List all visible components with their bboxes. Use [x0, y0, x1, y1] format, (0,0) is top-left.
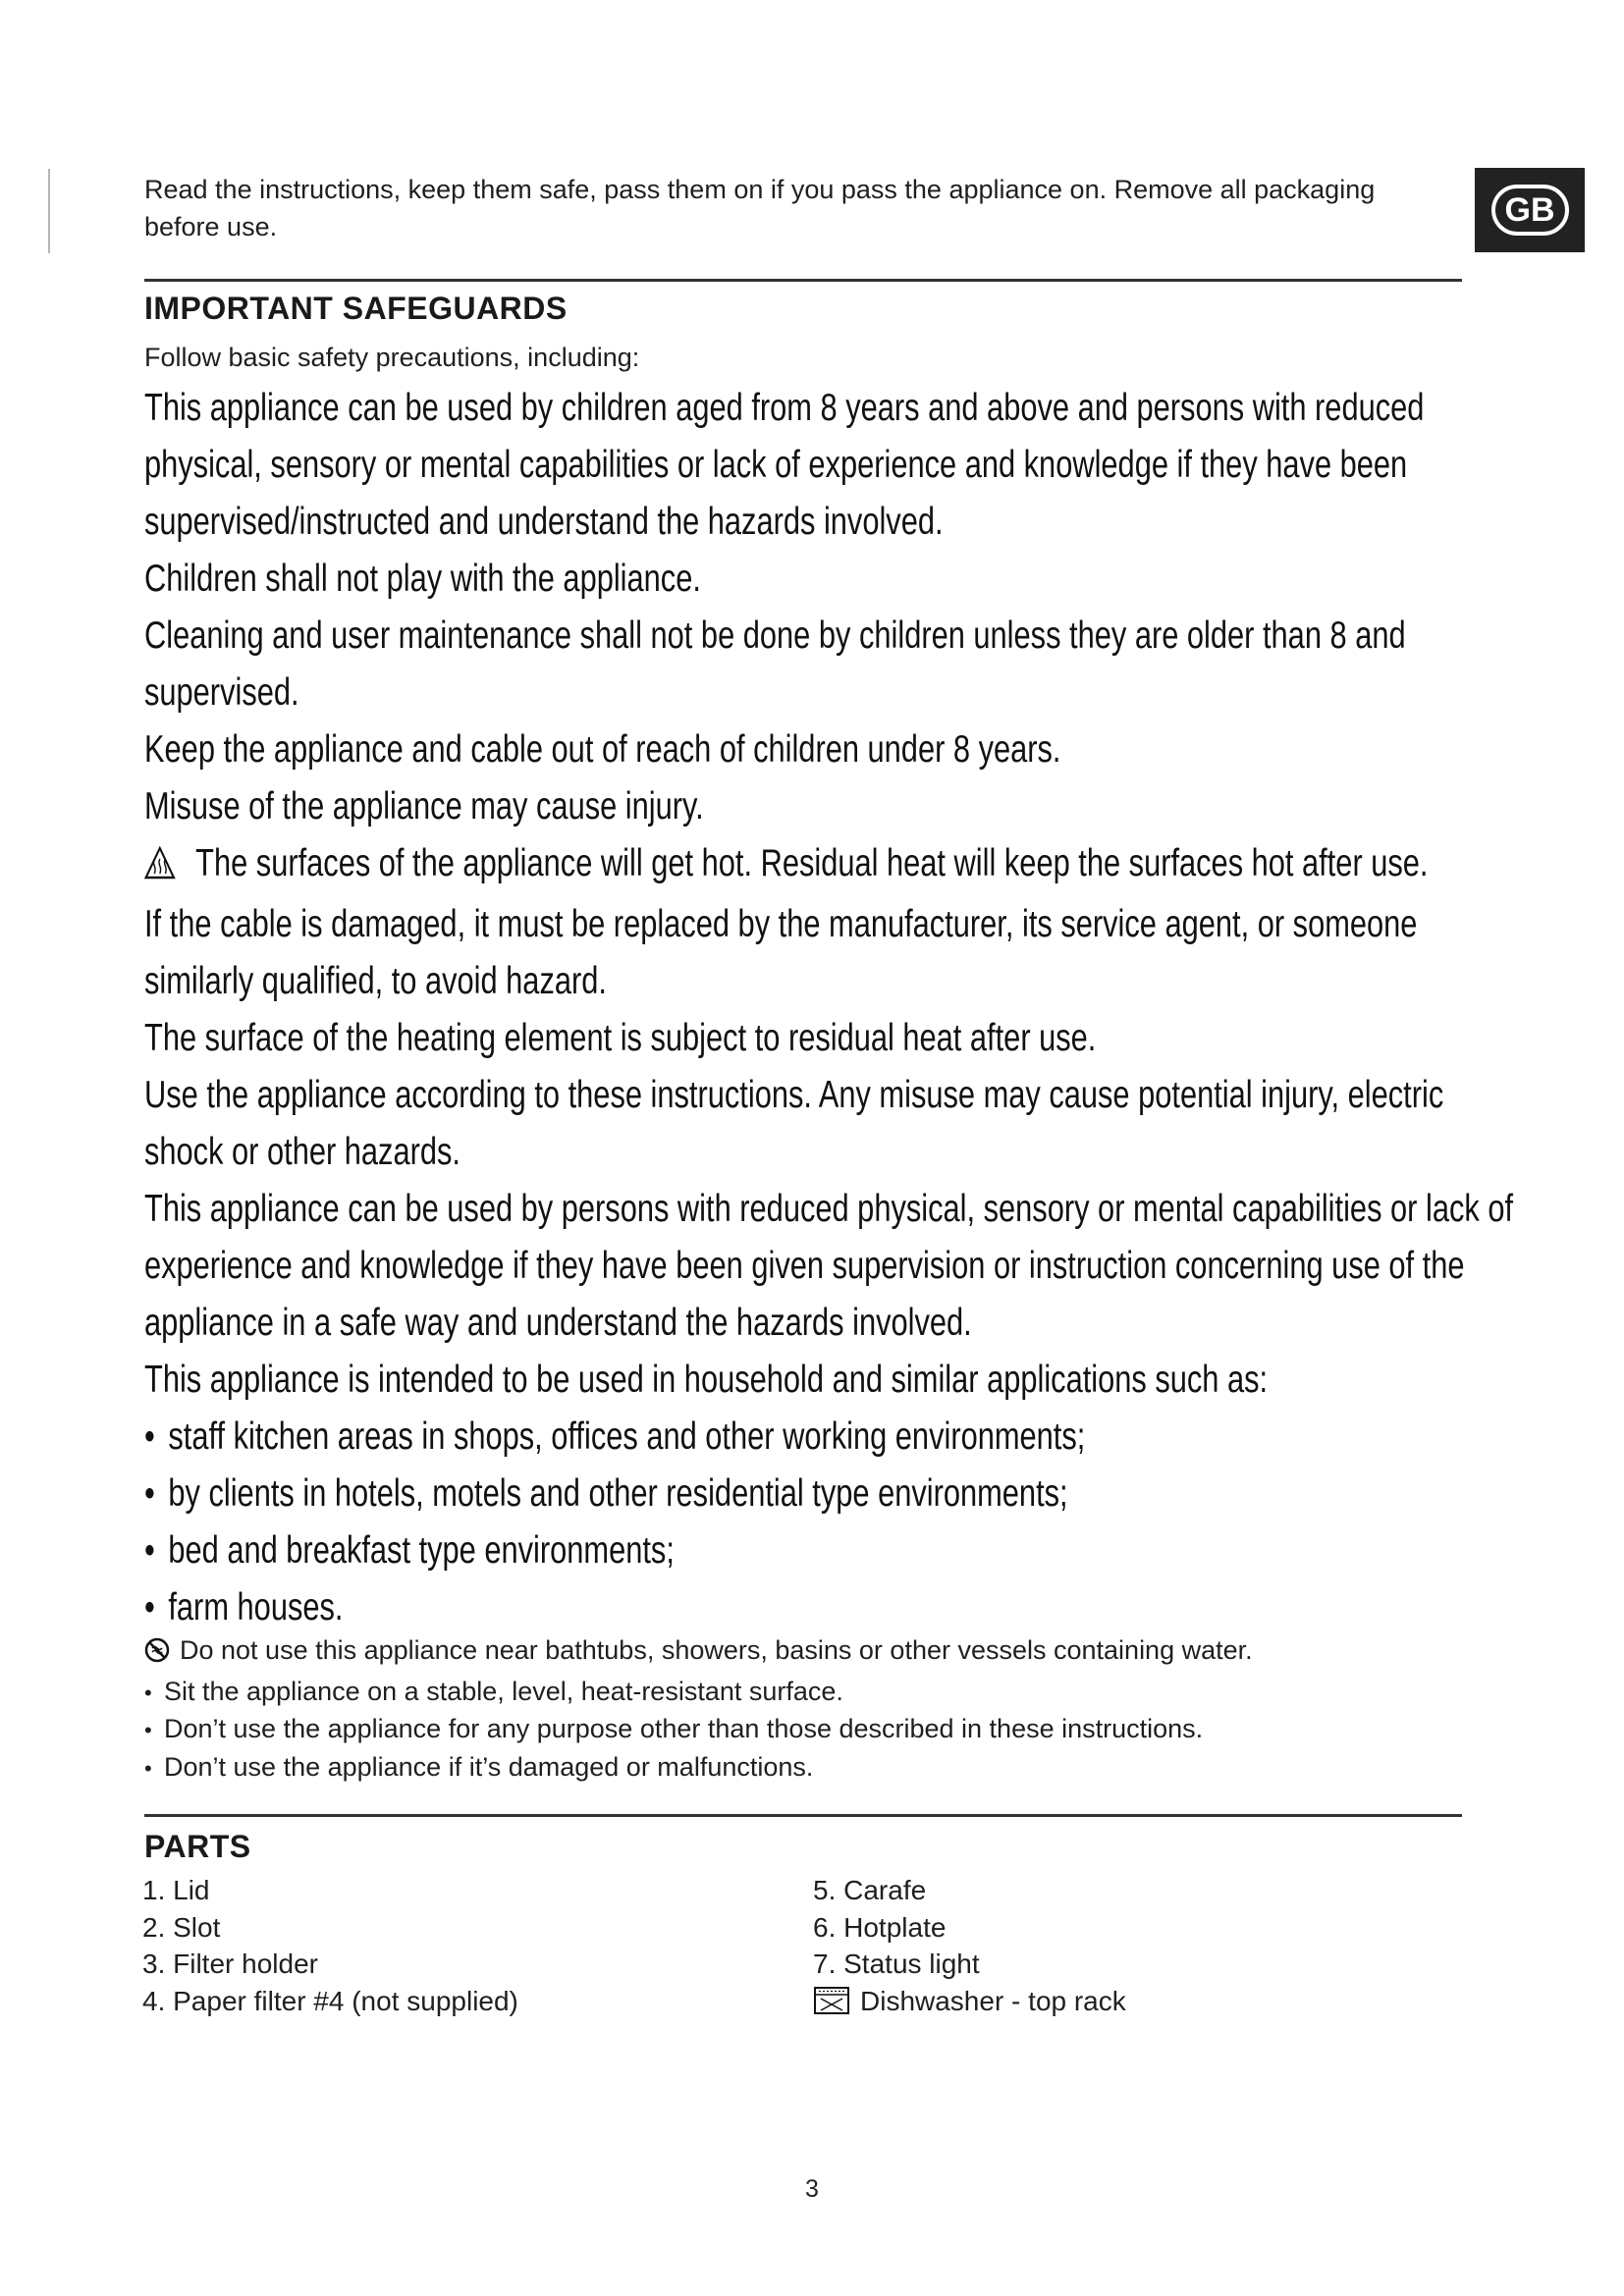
list-item-text: bed and breakfast type environments; — [168, 1529, 675, 1572]
safeguard-line: experience and knowledge if they have been given supervision or instruction concerning use of the — [144, 1245, 1465, 1287]
list-item-text: Don’t use the appliance for any purpose other than those described in these instructions. — [164, 1714, 1204, 1743]
safeguard-line: supervised/instructed and understand the hazards involved. — [144, 501, 944, 543]
dishwasher-text: Dishwasher - top rack — [860, 1985, 1126, 2016]
parts-title: PARTS — [144, 1829, 251, 1864]
list-item-text: farm houses. — [168, 1586, 344, 1629]
language-badge — [1475, 168, 1585, 252]
part-item: 7. Status light — [813, 1949, 980, 1979]
safeguard-line: Keep the appliance and cable out of reach of children under 8 years. — [144, 728, 1061, 771]
safeguard-line: This appliance is intended to be used in household and similar applications such as: — [144, 1359, 1269, 1401]
list-item — [144, 1522, 1230, 1579]
safeguard-line: This appliance can be used by persons with reduced physical, sensory or mental capabilities or lack of — [144, 1188, 1514, 1230]
safeguard-line: Misuse of the appliance may cause injury. — [144, 785, 704, 828]
list-item — [144, 1674, 1480, 1712]
safeguard-line: appliance in a safe way and understand the hazards involved. — [144, 1302, 972, 1344]
safeguard-line: The surface of the heating element is subject to residual heat after use. — [144, 1017, 1097, 1059]
safeguard-line: Children shall not play with the appliance. — [144, 558, 701, 600]
bullet-icon: • — [144, 1680, 152, 1705]
safeguard-line: shock or other hazards. — [144, 1131, 460, 1173]
part-item: 1. Lid — [142, 1875, 210, 1905]
intro-text: Read the instructions, keep them safe, pass them on if you pass the appliance on. Remove all packaging before use. — [144, 175, 1376, 241]
safeguard-line: The surfaces of the appliance will get hot. Residual heat will keep the surfaces hot after use. — [195, 842, 1429, 884]
section-divider — [144, 279, 1462, 282]
safeguard-line: This appliance can be used by children aged from 8 years and above and persons with reduced — [144, 387, 1425, 429]
part-item: 5. Carafe — [813, 1875, 927, 1905]
safeguard-line: similarly qualified, to avoid hazard. — [144, 960, 607, 1002]
bullet-icon: • — [144, 1415, 155, 1458]
list-item-text: Don’t use the appliance if it’s damaged or malfunctions. — [164, 1751, 814, 1782]
list-item-text: staff kitchen areas in shops, offices and other working environments; — [168, 1415, 1086, 1458]
margin-rule — [48, 169, 50, 253]
bullet-icon: • — [144, 1586, 155, 1629]
safeguard-line: Use the appliance according to these instructions. Any misuse may cause potential injury, electric — [144, 1074, 1444, 1116]
list-item — [144, 1409, 1230, 1466]
water-warning-text: Do not use this appliance near bathtubs, showers, basins or other vessels containing water. — [180, 1635, 1253, 1665]
bullet-icon: • — [144, 1472, 155, 1515]
safeguard-line: If the cable is damaged, it must be replaced by the manufacturer, its service agent, or someone — [144, 903, 1418, 945]
dishwasher-icon — [813, 1986, 850, 2025]
part-item: 6. Hotplate — [813, 1911, 947, 1943]
bullet-icon: • — [144, 1529, 155, 1572]
hot-surface-warning-icon — [144, 839, 176, 896]
section-divider — [144, 1814, 1462, 1817]
list-item — [144, 1579, 1230, 1636]
hot-surface-line — [144, 835, 1429, 896]
safeguards-body — [144, 380, 1514, 1636]
small-safeguards — [144, 1632, 1480, 1787]
parts-list-left — [142, 1872, 518, 2019]
list-item — [144, 1749, 1480, 1788]
safeguard-line: physical, sensory or mental capabilities or lack of experience and knowledge if they have been — [144, 444, 1408, 486]
dishwasher-line — [813, 1983, 1126, 2025]
safeguard-line: Cleaning and user maintenance shall not be done by children unless they are older than 8 and — [144, 614, 1406, 657]
list-item-text: Sit the appliance on a stable, level, heat-resistant surface. — [164, 1676, 843, 1706]
water-warning-line — [144, 1632, 1480, 1674]
list-item — [144, 1711, 1480, 1749]
part-item: 3. Filter holder — [142, 1949, 318, 1979]
part-item: 4. Paper filter #4 (not supplied) — [142, 1985, 518, 2016]
safeguards-title: IMPORTANT SAFEGUARDS — [144, 291, 568, 326]
safeguard-line: supervised. — [144, 671, 299, 714]
bullet-icon: • — [144, 1718, 152, 1742]
page-number: 3 — [805, 2175, 819, 2203]
safeguards-subtitle: Follow basic safety precautions, including: — [144, 343, 640, 372]
part-item: 2. Slot — [142, 1911, 221, 1943]
list-item-text: by clients in hotels, motels and other residential type environments; — [168, 1472, 1068, 1515]
bullet-icon: • — [144, 1755, 152, 1781]
language-badge-label: GB — [1491, 185, 1569, 236]
no-water-icon — [144, 1636, 170, 1674]
list-item — [144, 1466, 1230, 1522]
parts-list-right — [813, 1872, 1126, 2024]
